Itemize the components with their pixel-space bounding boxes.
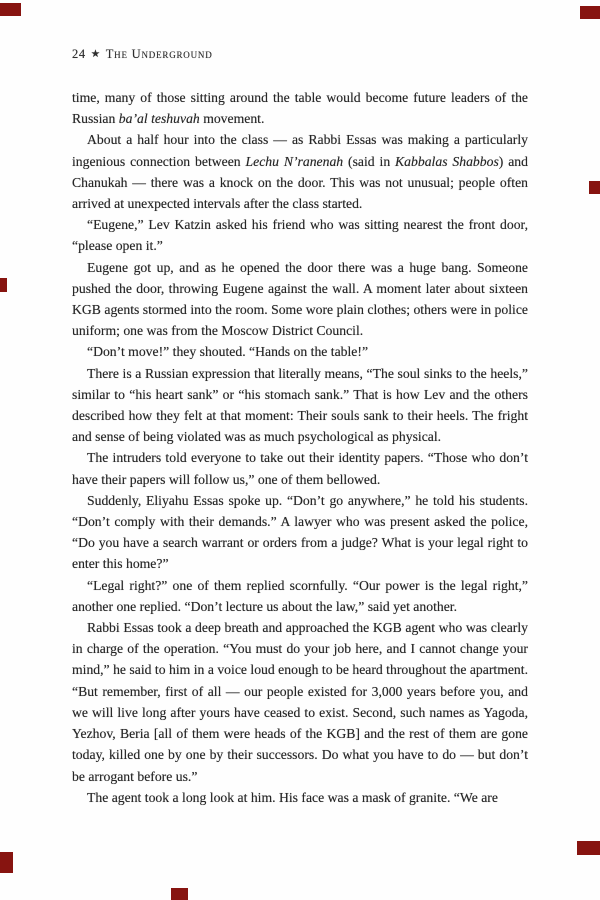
italic-phrase: Lechu N’ranenah [245, 153, 344, 169]
text-run: time, many of those sitting around the table would become future leaders of the Russian [72, 90, 528, 127]
text-run: Suddenly, Eliyahu Essas spoke up. “Don’t go anywhere,” he told his students. “Don’t comply with their demands.” A lawyer who was present asked the police, “Do you have a search warrant or orders from a judge? What is your legal right to enter this home?” [72, 492, 528, 572]
text-run: The agent took a long look at him. His face was a mask of granite. “We are [87, 789, 498, 805]
text-run: Rabbi Essas took a deep breath and approached the KGB agent who was clearly in charge of the operation. “You must do your job here, and I cannot change your mind,” he said to him in a voice loud enough to be heard throughout the apartment. “But remember, first of all — our people existed for 3,000 years before you, and we will live long after yours have ceased to exist. Second, such names as Yagoda, Yezhov, Beria [all of them were heads of the KGB] and the rest of them are gone today, killed one by one by their successors. Do what you have to do — but don’t be arrogant before us.” [72, 620, 528, 784]
paragraph [72, 214, 528, 256]
italic-phrase: Kabbalas Shabbos [395, 153, 499, 169]
paragraph [72, 257, 528, 342]
text-run: ) and Chanukah — there was a knock on the door. This was not unusual; people often arrived at unexpected intervals after the class started. [72, 153, 528, 212]
paragraph [72, 787, 528, 808]
italic-phrase: ba’al teshuvah [118, 111, 200, 127]
text-run: There is a Russian expression that literally means, “The soul sinks to the heels,” similar to “his heart sank” or “his stomach sank.” That is how Lev and the others described how they felt at that moment: Their souls sank to their heels. The fright and sense of being violated was as much psychological as physical. [72, 365, 528, 445]
paragraph [72, 363, 528, 448]
text-block [72, 87, 528, 808]
star-icon: ★ [90, 49, 101, 60]
running-head [72, 47, 213, 62]
text-run: (said in [343, 153, 396, 169]
red-edge-mark [0, 278, 7, 292]
paragraph [72, 129, 528, 214]
text-run: Eugene got up, and as he opened the door there was a huge bang. Someone pushed the door, throwing Eugene against the wall. A moment later about sixteen KGB agents stormed into the room. Some wore plain clothes; others were in police uniform; one was from the Moscow District Council. [72, 259, 528, 339]
text-run: About a half hour into the class — as Rabbi Essas was making a particularly ingenious connection between [72, 132, 528, 169]
red-edge-mark [0, 3, 21, 16]
paragraph [72, 87, 528, 129]
text-run: The intruders told everyone to take out their identity papers. “Those who don’t have their papers will follow us,” one of them bellowed. [72, 450, 528, 487]
text-run: “Legal right?” one of them replied scornfully. “Our power is the legal right,” another one replied. “Don’t lecture us about the law,” said yet another. [72, 577, 528, 614]
paragraph [72, 617, 528, 787]
paragraph [72, 341, 528, 362]
red-edge-mark [577, 841, 600, 855]
red-edge-mark [589, 181, 600, 194]
paragraph [72, 575, 528, 617]
text-run: “Eugene,” Lev Katzin asked his friend who was sitting nearest the front door, “please open it.” [72, 217, 528, 254]
text-run: “Don’t move!” they shouted. “Hands on the table!” [87, 344, 369, 360]
page-number: 24 [72, 47, 86, 61]
book-title: The Underground [105, 47, 213, 61]
red-edge-mark [171, 888, 188, 900]
red-edge-mark [580, 6, 600, 19]
paragraph [72, 447, 528, 489]
red-edge-mark [0, 852, 13, 873]
text-run: movement. [199, 111, 265, 127]
paragraph [72, 490, 528, 575]
